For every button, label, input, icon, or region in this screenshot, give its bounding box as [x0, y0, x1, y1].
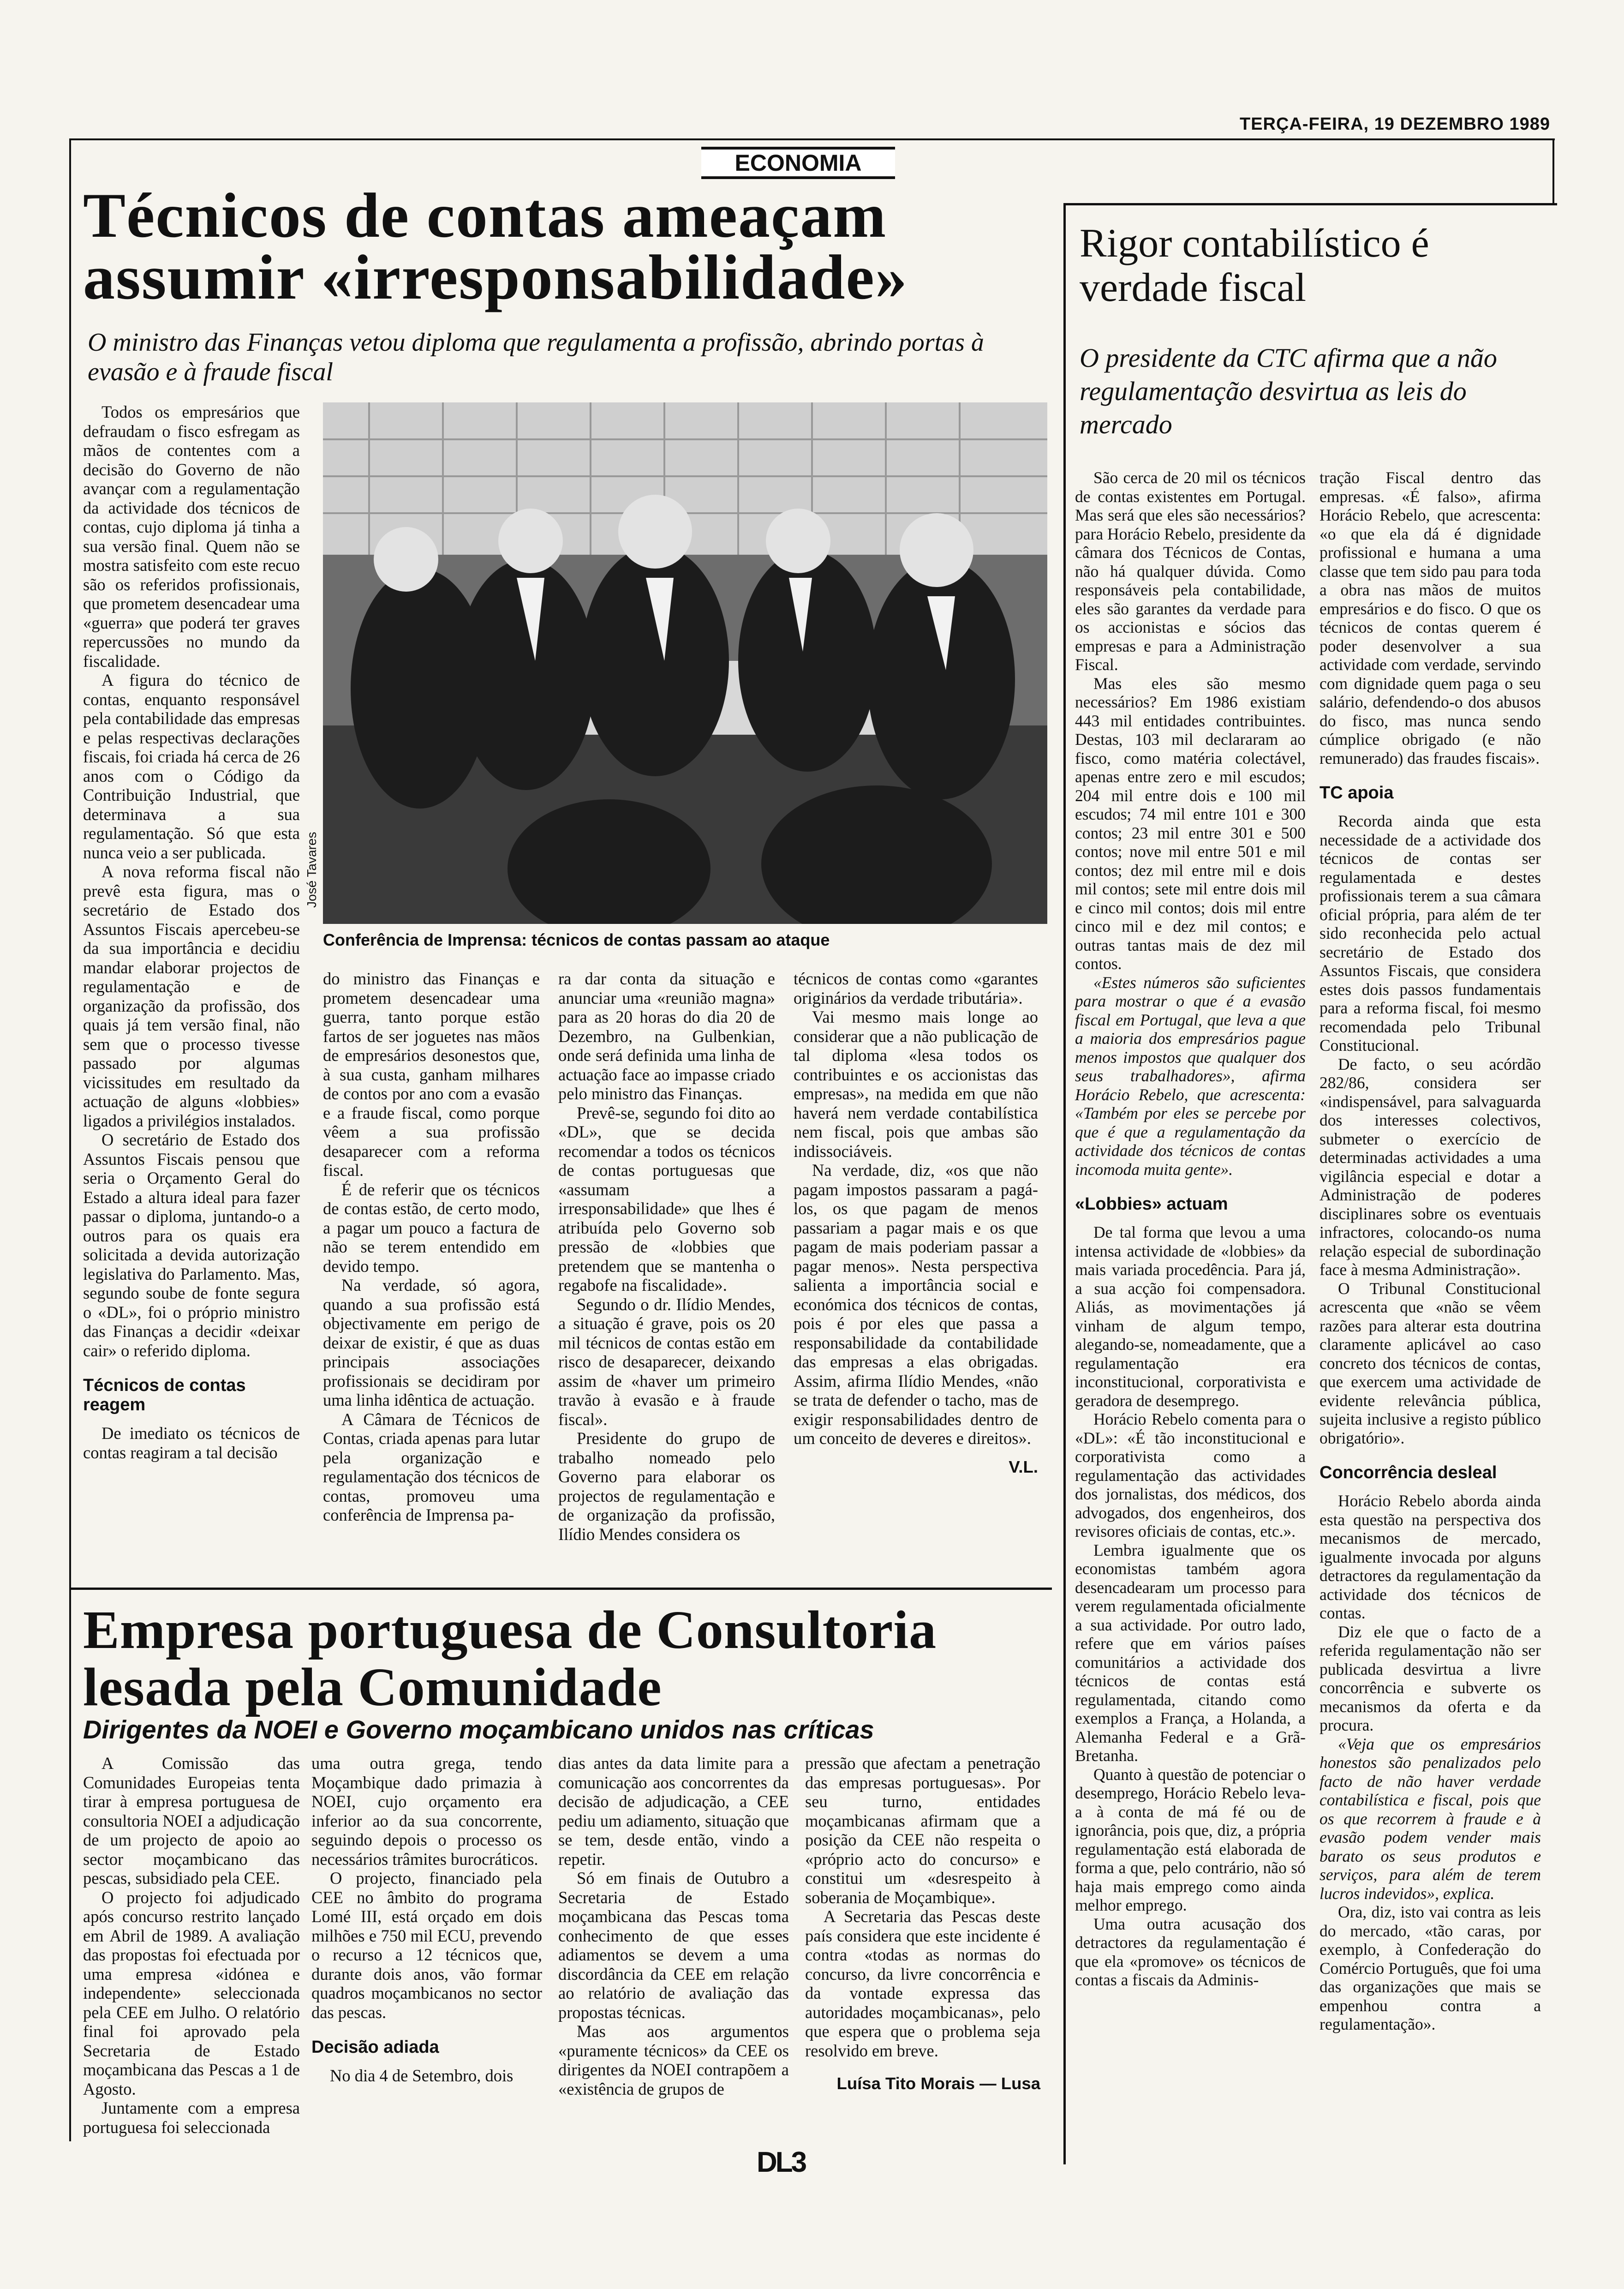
paragraph: Lembra igualmente que os economistas também agora desencadearam um processo para verem regulamentada oficialmente a sua actividade. Por outro lado, refere que em vários países comunitários a actividade dos técnicos de contas está regulamentada, citando como exemplos a França, a Holanda, a Alemanha Federal e a Grã-Bretanha.: [1075, 1540, 1306, 1765]
subheading: Concorrência desleal: [1320, 1463, 1497, 1482]
paragraph: Quanto à questão de potenciar o desemprego, Horácio Rebelo leva-a à conta de má fé ou de ignorância, pois que, diz, a própria regulamentação está elaborada de forma a que, pelo contrário, não só haja mais emprego como ainda melhor emprego.: [1075, 1765, 1306, 1914]
paragraph: O secretário de Estado dos Assuntos Fiscais pensou que seria o Orçamento Geral do Estado a altura ideal para fazer passar o diploma, juntando-o a outros para os quais era solicitada a devida autorização legislativa do Parlamento. Mas, segundo soube de fonte segura o «DL», foi o próprio ministro das Finanças a decidir «deixar cair» o referido diploma.: [83, 1130, 300, 1360]
second-column-3: [558, 1754, 789, 2098]
paragraph: «Estes números são suficientes para mostrar o que é a evasão fiscal em Portugal, que leva a que a maioria dos empresários pague menos impostos que qualquer dos seus trabalhadores», afirma Horácio Rebelo, que acrescenta: «Também por eles se percebe por que é que a regulamentação da actividade dos técnicos de contas incomoda muita gente».: [1075, 973, 1306, 1179]
author-initials: V.L.: [1009, 1457, 1038, 1476]
main-column-3: [558, 969, 775, 1544]
paragraph: dias antes da data limite para a comunicação aos concorrentes da decisão de adjudicação, a CEE pediu um adiamento, situação que se tem, desde então, vindo a repetir.: [558, 1754, 789, 1869]
main-column-1: [83, 402, 300, 1462]
story-divider: [69, 1588, 1052, 1590]
paragraph: Só em finais de Outubro a Secretaria de Estado moçambicana das Pescas toma conhecimento de que esses adiamentos se devem a uma discordância da CEE em relação ao relatório de avaliação das propostas técnicas.: [558, 1869, 789, 2022]
paragraph: ra dar conta da situação e anunciar uma «reunião magna» para as 20 horas do dia 20 de Dezembro, na Gulbenkian, onde será definida uma linha de actuação face ao impasse criado pelo ministro das Finanças.: [558, 969, 775, 1103]
main-headline: Técnicos de contas ameaçam assumir «irresponsabilidade»: [83, 180, 908, 312]
photo-caption: Conferência de Imprensa: técnicos de contas passam ao ataque: [323, 930, 830, 949]
sidebar-subhead: O presidente da CTC afirma que a não regulamentação desvirtua as leis do mercado: [1080, 343, 1497, 439]
paragraph: A figura do técnico de contas, enquanto responsável pela contabilidade das empresas e pelas respectivas declarações fiscais, foi criada há cerca de 26 anos com o Código da Contribuição Industrial, que determinava a sua regulamentação. Só que esta nunca veio a ser publicada.: [83, 671, 300, 862]
sidebar-headline: Rigor contabilístico é verdade fiscal: [1080, 221, 1429, 310]
paragraph: De imediato os técnicos de contas reagiram a tal decisão: [83, 1424, 300, 1462]
paragraph: No dia 4 de Setembro, dois: [330, 2066, 513, 2085]
second-column-2: [311, 1754, 542, 2085]
paragraph: tração Fiscal dentro das empresas. «É falso», afirma Horácio Rebelo, que acrescenta: «o que ela dá é dignidade profissional e humana a uma classe que tem sido pau para toda a obra nas mãos de muitos empresários e do fisco. O que os técnicos de contas querem é poder desenvolver a sua actividade com verdade, servindo com dignidade quem paga o seu salário, defendendo-o dos abusos do fisco, mas nunca sendo cúmplice obrigado (e não remunerado) das fraudes fiscais».: [1320, 468, 1541, 767]
subheading: «Lobbies» actuam: [1075, 1194, 1228, 1214]
paragraph: O Tribunal Constitucional acrescenta que «não se vêem razões para alterar esta doutrina claramente aplicável ao caso concreto dos técnicos de contas, que exercem uma actividade de evidente relevância pública, sujeita inclusive a registo público obrigatório».: [1320, 1279, 1541, 1447]
subheading: Decisão adiada: [311, 2037, 439, 2057]
sidebar-column-1: [1075, 468, 1306, 1989]
paragraph: Vai mesmo mais longe ao considerar que a não publicação de tal diploma «lesa todos os contribuintes e os accionistas das empresas», na medida em que não haverá nem verdade contabilística nem fiscal, pois que ambas são indissociáveis.: [794, 1007, 1038, 1161]
paragraph: O projecto foi adjudicado após concurso restrito lançado em Abril de 1989. A avaliação das propostas foi efectuada por uma empresa «idónea e independente» seleccionada pela CEE em Julho. O relatório final foi aprovado pela Secretaria de Estado moçambicana das Pescas a 1 de Agosto.: [83, 1888, 300, 2098]
paragraph: É de referir que os técnicos de contas estão, de certo modo, a pagar um pouco a factura de não se terem entendido em devido tempo.: [323, 1180, 540, 1276]
paragraph: Recorda ainda que esta necessidade de a actividade dos técnicos de contas ser regulamentada e destes profissionais terem a sua câmara oficial própria, para além de ter sido reconhecida pelo actual secretário de Estado dos Assuntos Fiscais, que considera estes dois passos fundamentais para a reforma fiscal, foi mesmo recomendada pelo Tribunal Constitucional.: [1320, 812, 1541, 1055]
right-rule: [1552, 138, 1554, 203]
author-signature: Luísa Tito Morais — Lusa: [836, 2074, 1040, 2093]
second-subhead: Dirigentes da NOEI e Governo moçambicano unidos nas críticas: [83, 1715, 874, 1744]
left-rule: [69, 138, 71, 2141]
second-headline: Empresa portuguesa de Consultoria lesada pela Comunidade: [83, 1600, 937, 1717]
issue-date: TERÇA-FEIRA, 19 DEZEMBRO 1989: [1239, 114, 1550, 134]
subheading: TC apoia: [1320, 783, 1394, 803]
paragraph: Na verdade, diz, «os que não pagam impostos passaram a pagá-los, os que pagam de menos passariam a pagar mais e os que pagam de mais poderiam passar a pagar menos». Nesta perspectiva salienta a importância social e económica dos técnicos de contas, pois é por eles que passa a responsabilidade da contabilidade das empresas a elas obrigadas. Assim, afirma Ilídio Mendes, «não se trata de defender o tacho, mas de exigir responsabilidades dentro de um conceito de deveres e direitos».: [794, 1161, 1038, 1448]
main-subhead: O ministro das Finanças vetou diploma que regulamenta a profissão, abrindo portas à evasão e à fraude fiscal: [88, 328, 984, 386]
paragraph: «Veja que os empresários honestos são penalizados pelo facto de não haver verdade contabilística e fiscal, pois que os que recorrem à fraude e à evasão podem vender mais barato os seus produtos e serviços, para além de terem lucros indevidos», explica.: [1320, 1734, 1541, 1903]
paragraph: Uma outra acusação dos detractores da regulamentação é que ela «promove» os técnicos de contas a fiscais da Adminis-: [1075, 1914, 1306, 1989]
photo-credit: José Tavares: [304, 832, 319, 908]
paragraph: técnicos de contas como «garantes originários da verdade tributária».: [794, 969, 1038, 1007]
second-column-4: [805, 1754, 1040, 2093]
paragraph: De facto, o seu acórdão 282/86, considera ser «indispensável, para salvaguarda dos interesses colectivos, submeter o exercício de determinadas actividades a uma vigilância especial e dotar a Administração de poderes disciplinares sobre os eventuais infractores, colocando-os numa relação especial de subordinação face à mesma Administração».: [1320, 1055, 1541, 1279]
paragraph: Segundo o dr. Ilídio Mendes, a situação é grave, pois os 20 mil técnicos de contas estão em risco de desaparecer, deixando assim de «haver um primeiro travão à evasão e à fraude fiscal».: [558, 1294, 775, 1429]
paragraph: São cerca de 20 mil os técnicos de contas existentes em Portugal. Mas será que eles são necessários? para Horácio Rebelo, presidente da câmara dos Técnicos de Contas, não há qualquer dúvida. Como responsáveis pela contabilidade, eles são garantes da verdade para os accionistas e sócios das empresas e para a Administração Fiscal.: [1075, 468, 1306, 674]
paragraph: A nova reforma fiscal não prevê esta figura, mas o secretário de Estado dos Assuntos Fiscais apercebeu-se da sua importância e decidiu mandar elaborar projectos de regulamentação e de organização da profissão, dos quais já tem versão final, não sem que o processo tivesse passado por algumas vicissitudes em resultado da actuação de alguns «lobbies» ligados a privilégios instalados.: [83, 862, 300, 1130]
paragraph: Diz ele que o facto de a referida regulamentação não ser publicada desvirtua a livre concorrência e subverte os mecanismos da oferta e da procura.: [1320, 1622, 1541, 1734]
top-rule: [69, 138, 1555, 140]
paragraph: De tal forma que levou a uma intensa actividade de «lobbies» da mais variada procedência. Para já, a sua acção foi compensadora. Aliás, as movimentações já vinham de algum tempo, alegando-se, nomeadamente, que a regulamentação era inconstitucional, corporativista e geradora de desemprego.: [1075, 1223, 1306, 1410]
paragraph: Juntamente com a empresa portuguesa foi seleccionada: [83, 2098, 300, 2137]
paragraph: Presidente do grupo de trabalho nomeado pelo Governo para elaborar os projectos de regulamentação e de organização da profissão, Ilídio Mendes considera os: [558, 1429, 775, 1544]
paragraph: pressão que afectam a penetração das empresas portuguesas». Por seu turno, entidades moçambicanas afirmam que a posição da CEE não respeita o «próprio acto do concurso» e constitui um «desrespeito à soberania de Moçambique».: [805, 1754, 1040, 1907]
paragraph: uma outra grega, tendo Moçambique dado primazia à NOEI, cujo orçamento era inferior ao da sua concorrente, seguindo depois o processo os necessários trâmites burocráticos.: [311, 1754, 542, 1869]
paragraph: Mas eles são mesmo necessários? Em 1986 existiam 443 mil entidades contribuintes. Destas, 103 mil declararam ao fisco, como matéria colectável, apenas entre zero e mil escudos; 204 mil entre dois e 100 mil escudos; 74 mil entre 101 e 300 contos; 23 mil entre 301 e 500 contos; nove mil entre 501 e mil contos; dez mil entre mil e dois mil contos; sete mil entre dois mil e cinco mil contos; dois mil entre cinco mil e dez mil contos; e outras tantas mais de dez mil contos.: [1075, 674, 1306, 973]
second-column-1: [83, 1754, 300, 2137]
paragraph: O projecto, financiado pela CEE no âmbito do programa Lomé III, está orçado em dois milhões e 750 mil ECU, prevendo o recurso a 12 técnicos que, durante dois anos, vão formar quadros moçambicanos no sector das pescas.: [311, 1869, 542, 2022]
section-label: ECONOMIA: [701, 147, 895, 179]
paragraph: A Câmara de Técnicos de Contas, criada apenas para lutar pela organização e regulamentação dos técnicos de contas, promoveu uma conferência de Imprensa pa-: [323, 1409, 540, 1524]
paragraph: Horácio Rebelo aborda ainda esta questão na perspectiva dos mecanismos de mercado, igualmente invocada por alguns detractores da regulamentação da actividade dos técnicos de contas.: [1320, 1492, 1541, 1622]
paragraph: Ora, diz, isto vai contra as leis do mercado, «tão caras, por exemplo, à Confederação do Comércio Português, que foi uma das organizações que mais se empenhou contra a regulamentação».: [1320, 1903, 1541, 2033]
paragraph: Mas aos argumentos «puramente técnicos» da CEE os dirigentes da NOEI contrapõem a «existência de grupos de: [558, 2022, 789, 2098]
main-column-4: [794, 969, 1038, 1476]
main-column-2: [323, 969, 540, 1525]
page-logo: DL3: [757, 2146, 806, 2178]
sidebar-column-2: [1320, 468, 1541, 2034]
press-conference-photo: [323, 402, 1047, 924]
paragraph: Na verdade, só agora, quando a sua profissão está objectivamente em perigo de deixar de existir, é que as duas principais associações profissionais se decidiram por uma linha idêntica de actuação.: [323, 1276, 540, 1409]
paragraph: A Comissão das Comunidades Europeias tenta tirar à empresa portuguesa de consultoria NOEI a adjudicação de um projecto de apoio ao sector moçambicano das pescas, subsidiado pela CEE.: [83, 1754, 300, 1888]
subheading: Técnicos de contas reagem: [83, 1376, 246, 1414]
paragraph: A Secretaria das Pescas deste país considera que este incidente é contra «todas as normas do concurso, da livre concorrência e da vontade expressa das autoridades moçambicanas», pelo que espera que o problema seja resolvido em breve.: [805, 1907, 1040, 2060]
paragraph: Horácio Rebelo comenta para o «DL»: «É tão inconstitucional e corporativista como a regulamentação das actividades dos jornalistas, dos médicos, dos advogados, dos engenheiros, dos revisores oficiais de contas, etc.».: [1075, 1410, 1306, 1540]
paragraph: Todos os empresários que defraudam o fisco esfregam as mãos de contentes com a decisão do Governo de não avançar com a regulamentação da actividade dos técnicos de contas, cujo diploma já tinha a sua versão final. Quem não se mostra satisfeito com este recuo são os referidos profissionais, que prometem desencadear uma «guerra» que poderá ter graves repercussões no mundo da fiscalidade.: [83, 402, 300, 671]
paragraph: do ministro das Finanças e prometem desencadear uma guerra, tanto porque estão fartos de ser joguetes nas mãos de empresários desonestos que, à sua custa, ganham milhares de contos por ano com a evasão e a fraude fiscal, como porque vêem a sua profissão desaparecer com a reforma fiscal.: [323, 969, 540, 1180]
paragraph: Prevê-se, segundo foi dito ao «DL», que se decida recomendar a todos os técnicos de contas portuguesas que «assumam a irresponsabilidade» que lhes é atribuída pelo Governo sob pressão de «lobbies que pretendem que se mantenha o regabofe na fiscalidade».: [558, 1103, 775, 1294]
